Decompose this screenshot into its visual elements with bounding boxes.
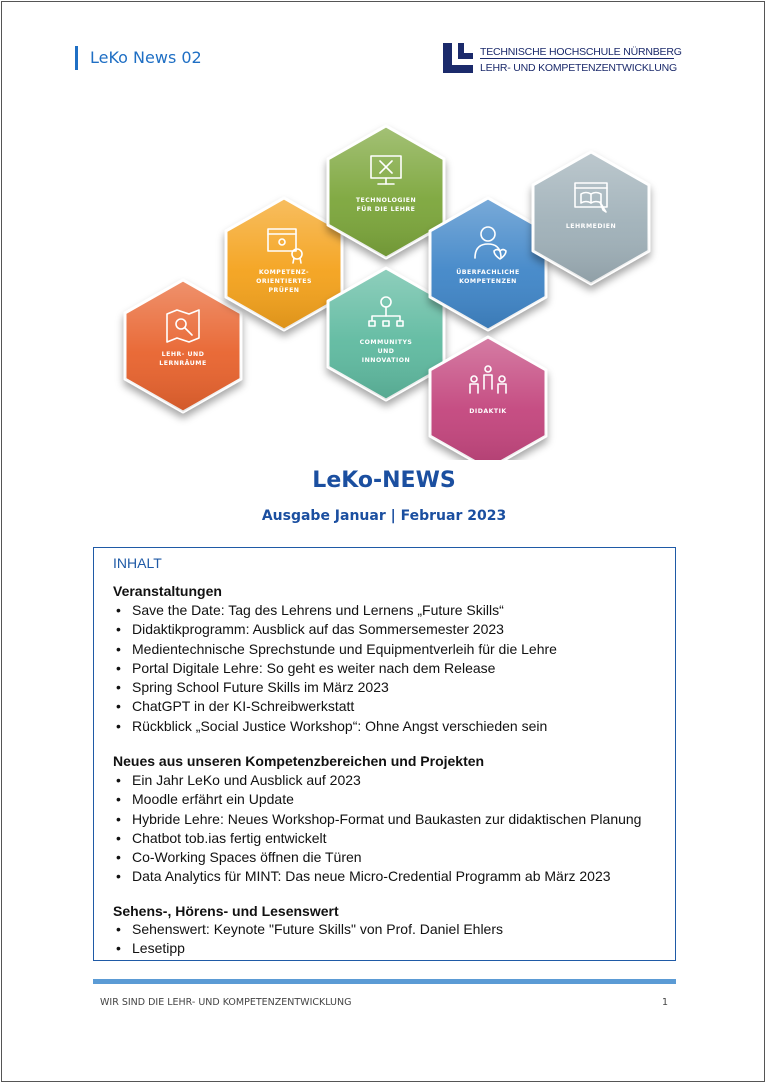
toc-item[interactable]: • ChatGPT in der KI-Schreibwerkstatt <box>113 697 557 716</box>
toc-item[interactable]: • Medientechnische Sprechstunde und Equipmentverleih für die Lehre <box>113 640 557 659</box>
toc-item[interactable]: • Spring School Future Skills im März 2023 <box>113 678 557 697</box>
toc-item[interactable]: • Moodle erfährt ein Update <box>113 790 641 809</box>
footer-rule <box>93 979 676 984</box>
hexagon-label: ÜBERFACHLICHE <box>456 269 520 276</box>
hexagon-label: KOMPETENZ- <box>258 269 310 276</box>
hexagon-tile <box>533 152 649 284</box>
toc-section-list <box>113 601 557 736</box>
hexagon-label: KOMPETENZEN <box>459 278 517 285</box>
competence-hexagons <box>0 0 768 460</box>
toc-item[interactable]: • Portal Digitale Lehre: So geht es weiter nach dem Release <box>113 659 557 678</box>
issue-date: Ausgabe Januar | Februar 2023 <box>261 508 507 524</box>
hexagon-tile <box>328 126 444 258</box>
hexagon-label: LEHR- UND <box>161 351 205 358</box>
toc-item[interactable]: • Sehenswert: Keynote "Future Skills" von Prof. Daniel Ehlers <box>113 920 503 939</box>
hexagon-label: FÜR DIE LEHRE <box>356 206 416 213</box>
hexagon-tile <box>226 198 342 330</box>
toc-heading: INHALT <box>113 555 162 571</box>
toc-item[interactable]: • Data Analytics für MINT: Das neue Micro-Credential Programm ab März 2023 <box>113 867 641 886</box>
table-of-contents <box>93 547 676 961</box>
hexagon-label: TECHNOLOGIEN <box>355 197 417 204</box>
toc-section-title: Sehens-, Hörens- und Lesenswert <box>113 903 339 919</box>
toc-item[interactable]: • Save the Date: Tag des Lehrens und Lernens „Future Skills“ <box>113 601 557 620</box>
hexagon-label: ORIENTIERTES <box>256 278 312 285</box>
toc-item[interactable]: • Rückblick „Social Justice Workshop“: Ohne Angst verschieden sein <box>113 717 557 736</box>
toc-item[interactable]: • Didaktikprogramm: Ausblick auf das Sommersemester 2023 <box>113 620 557 639</box>
hexagon-label: INNOVATION <box>361 357 411 364</box>
footer-text: WIR SIND DIE LEHR- UND KOMPETENZENTWICKLUNG <box>100 997 352 1008</box>
hexagon-label: DIDAKTIK <box>469 408 507 415</box>
hexagon-label: PRÜFEN <box>268 287 300 294</box>
logo-line-1: TECHNISCHE HOCHSCHULE NÜRNBERG <box>480 46 682 58</box>
hexagon-label: LERNRÄUME <box>159 360 207 367</box>
hexagon-tile <box>328 268 444 400</box>
hexagon-tile <box>430 337 546 460</box>
toc-section-title: Veranstaltungen <box>113 583 222 599</box>
toc-section-list <box>113 771 641 887</box>
page-number: 1 <box>662 997 669 1008</box>
toc-section-title: Neues aus unseren Kompetenzbereichen und Projekten <box>113 753 485 769</box>
hexagon-tile <box>125 280 241 412</box>
logo-line-2: LEHR- UND KOMPETENZENTWICKLUNG <box>480 62 678 74</box>
toc-item[interactable]: • Co-Working Spaces öffnen die Türen <box>113 848 641 867</box>
hexagon-tile <box>430 198 546 330</box>
newsletter-title: LeKo-NEWS <box>312 468 456 493</box>
toc-item[interactable]: • Chatbot tob.ias fertig entwickelt <box>113 829 641 848</box>
toc-item[interactable]: • Hybride Lehre: Neues Workshop-Format und Baukasten zur didaktischen Planung <box>113 810 641 829</box>
hexagon-label: UND <box>377 348 395 355</box>
hexagon-label: LEHRMEDIEN <box>565 223 617 230</box>
header-title: LeKo News 02 <box>90 48 202 67</box>
toc-section-list <box>113 920 503 959</box>
toc-item[interactable]: • Ein Jahr LeKo und Ausblick auf 2023 <box>113 771 641 790</box>
hexagon-label: COMMUNITYS <box>359 339 413 346</box>
toc-item[interactable]: • Lesetipp <box>113 939 503 958</box>
